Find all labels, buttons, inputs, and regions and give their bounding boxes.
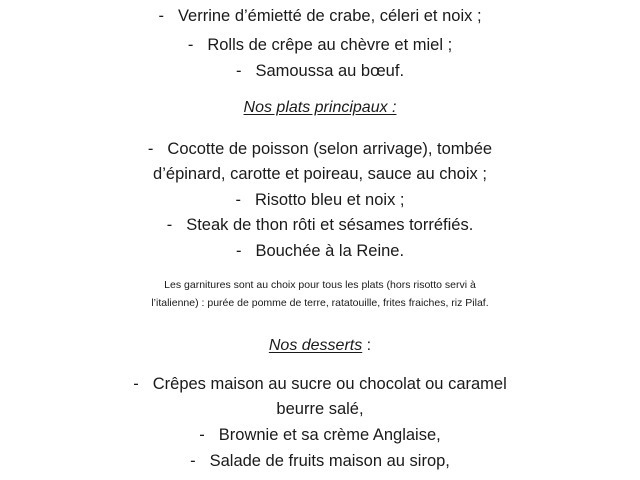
dessert-item-crepes-continuation: beurre salé,: [276, 400, 364, 418]
section-heading-plats: Nos plats principaux :: [243, 99, 397, 116]
plat-item-risotto: - Risotto bleu et noix ;: [235, 191, 405, 209]
entree-item-verrine: - Verrine d’émietté de crabe, céleri et noix ;: [158, 7, 482, 25]
plat-item-steak: - Steak de thon rôti et sésames torréfiés.: [166, 216, 474, 234]
plat-item-bouchee: - Bouchée à la Reine.: [235, 242, 405, 260]
dessert-item-brownie: - Brownie et sa crème Anglaise,: [199, 426, 441, 444]
plat-item-cocotte-continuation: d’épinard, carotte et poireau, sauce au choix ;: [153, 165, 487, 183]
dessert-item-crepes: - Crêpes maison au sucre ou chocolat ou caramel: [133, 375, 507, 393]
dessert-item-salade: - Salade de fruits maison au sirop,: [190, 452, 450, 470]
section-heading-desserts: Nos desserts :: [268, 337, 372, 354]
garniture-note-line2: l’italienne) : purée de pomme de terre, ratatouille, frites fraiches, riz Pilaf.: [151, 297, 489, 309]
plat-item-cocotte: - Cocotte de poisson (selon arrivage), tombée: [147, 140, 493, 158]
entree-item-samoussa: - Samoussa au bœuf.: [235, 62, 405, 80]
entree-item-rolls: - Rolls de crêpe au chèvre et miel ;: [187, 36, 453, 54]
garniture-note-line1: Les garnitures sont au choix pour tous les plats (hors risotto servi à: [164, 279, 476, 291]
